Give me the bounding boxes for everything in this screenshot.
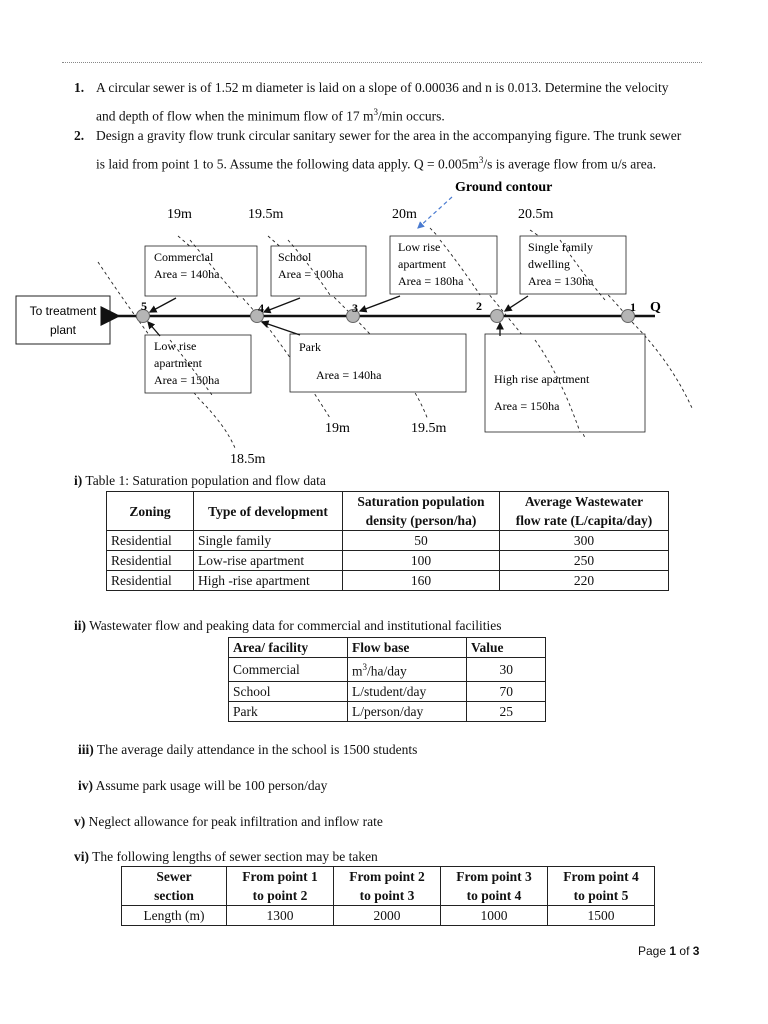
- table-header-row: [229, 638, 546, 658]
- question-line: Design a gravity flow trunk circular sanitary sewer for the area in the accompanying figure. The trunk sewer: [96, 128, 682, 143]
- header-line: to point 3: [359, 888, 415, 903]
- branch-arrow: [360, 296, 400, 311]
- header-line: From point 3: [456, 869, 532, 884]
- ground-contour-label: Ground contour: [455, 180, 553, 195]
- table-cell: 70: [467, 681, 546, 701]
- branch-arrow: [150, 298, 176, 312]
- table-cell: School: [229, 681, 348, 701]
- point-label: 4: [258, 301, 264, 315]
- table-row: [122, 906, 655, 926]
- table-cell: 300: [500, 531, 669, 551]
- section-ii-title: [74, 618, 502, 634]
- table-header: [548, 867, 655, 906]
- header-line: From point 4: [563, 869, 639, 884]
- table-header: [334, 867, 441, 906]
- superscript: 3: [362, 662, 368, 672]
- area-name: dwelling: [528, 257, 570, 271]
- area-name: High rise apartment: [494, 372, 590, 386]
- area-name: Commercial: [154, 250, 214, 264]
- question-text: is laid from point 1 to 5. Assume the following data apply. Q = 0.005m: [96, 156, 479, 172]
- table-cell: 30: [467, 658, 546, 682]
- table-cell: L/student/day: [348, 681, 467, 701]
- header-line: Sewer: [156, 869, 192, 884]
- table-cell: Commercial: [229, 658, 348, 682]
- header-line: to point 5: [573, 888, 629, 903]
- header-line: section: [154, 888, 194, 903]
- table-cell: 250: [500, 551, 669, 571]
- header-line: to point 4: [466, 888, 522, 903]
- area-value: Area = 150ha: [154, 373, 220, 387]
- table-row: [107, 551, 669, 571]
- table-header: Value: [467, 638, 546, 658]
- area-name: apartment: [154, 356, 202, 370]
- header-line: From point 2: [349, 869, 425, 884]
- note-text: Neglect allowance for peak infiltration and inflow rate: [88, 814, 383, 829]
- note-vi: [74, 849, 378, 865]
- note-text: The following lengths of sewer section may be taken: [92, 849, 378, 864]
- area-name: Low rise: [398, 240, 441, 254]
- area-value: Area = 140ha: [154, 267, 220, 281]
- table-sewer-lengths: [121, 866, 655, 926]
- table-cell: 1300: [227, 906, 334, 926]
- table-saturation-population: [106, 491, 669, 591]
- table-header: Type of development: [194, 492, 343, 531]
- table-row: [107, 531, 669, 551]
- table-cell: L/person/day: [348, 701, 467, 721]
- question-1: [74, 76, 84, 100]
- table-cell: 160: [343, 571, 500, 591]
- section-i-title: [74, 473, 326, 489]
- point-label: 3: [352, 301, 358, 315]
- table-header: [122, 867, 227, 906]
- page-word: Page: [638, 944, 667, 958]
- area-name: Park: [299, 340, 321, 354]
- table-cell: Length (m): [122, 906, 227, 926]
- header-line: From point 1: [242, 869, 318, 884]
- point-label: 5: [141, 299, 147, 313]
- note-prefix: iii): [78, 742, 94, 757]
- header-line: Average Wastewater: [524, 494, 644, 509]
- note-text: The average daily attendance in the school is 1500 students: [96, 742, 418, 757]
- note-iii: [78, 742, 417, 758]
- point-label: 2: [476, 299, 482, 313]
- contour-label: 19.5m: [248, 207, 284, 222]
- table-cell: Single family: [194, 531, 343, 551]
- header-line: flow rate (L/capita/day): [515, 513, 653, 528]
- table-cell: Residential: [107, 531, 194, 551]
- table-row: [229, 681, 546, 701]
- section-text: Table 1: Saturation population and flow data: [85, 473, 326, 488]
- table-cell: Residential: [107, 571, 194, 591]
- section-prefix: ii): [74, 618, 86, 633]
- table-cell: High -rise apartment: [194, 571, 343, 591]
- contour-label: 19.5m: [411, 421, 447, 436]
- ground-contour-leader: [418, 197, 452, 228]
- table-header: Area/ facility: [229, 638, 348, 658]
- area-value: Area = 140ha: [316, 368, 382, 382]
- question-text: and depth of flow when the minimum flow of 17 m: [96, 108, 374, 124]
- table-cell: 50: [343, 531, 500, 551]
- section-prefix: i): [74, 473, 83, 488]
- question-1-text: [96, 76, 716, 129]
- table-row: [229, 658, 546, 682]
- area-name: apartment: [398, 257, 446, 271]
- table-cell: 2000: [334, 906, 441, 926]
- table-cell: 1500: [548, 906, 655, 926]
- area-value: Area = 130ha: [528, 274, 594, 288]
- contour-label: 19m: [167, 207, 192, 222]
- section-text: Wastewater flow and peaking data for commercial and institutional facilities: [89, 618, 502, 633]
- superscript: 3: [478, 155, 484, 165]
- page-number: 1: [669, 944, 677, 958]
- cell-text: m: [352, 663, 363, 679]
- question-text: /s is average flow from u/s area.: [483, 156, 657, 172]
- note-prefix: v): [74, 814, 86, 829]
- area-value: Area = 180ha: [398, 274, 464, 288]
- cell-text: /ha/day: [367, 663, 407, 679]
- table-cell: [348, 658, 467, 682]
- area-value: Area = 100ha: [278, 267, 344, 281]
- table-row: [107, 571, 669, 591]
- table-cell: 100: [343, 551, 500, 571]
- branch-arrow: [264, 298, 300, 312]
- note-prefix: iv): [78, 778, 93, 793]
- treatment-plant-label: To treatment: [29, 304, 97, 318]
- question-line: A circular sewer is of 1.52 m diameter is laid on a slope of 0.00036 and n is 0.013. Determine the velocity: [96, 80, 669, 95]
- page-total: 3: [692, 944, 700, 958]
- table-row: [229, 701, 546, 721]
- table-cell: Low-rise apartment: [194, 551, 343, 571]
- header-line: Saturation population: [357, 494, 485, 509]
- table-header: [441, 867, 548, 906]
- table-header: [500, 492, 669, 531]
- note-iv: [78, 778, 327, 794]
- table-header: [343, 492, 500, 531]
- table-cell: 25: [467, 701, 546, 721]
- question-2: [74, 124, 84, 148]
- of-word: of: [679, 944, 690, 958]
- table-header: [227, 867, 334, 906]
- area-value: Area = 150ha: [494, 399, 560, 413]
- branch-arrow: [262, 322, 300, 335]
- branch-arrow: [505, 296, 528, 311]
- branch-arrow: [148, 322, 160, 336]
- point-label: 1: [630, 300, 636, 314]
- area-name: Single family: [528, 240, 593, 254]
- question-number: 1.: [74, 80, 85, 95]
- note-v: [74, 814, 383, 830]
- table-header-row: [122, 867, 655, 906]
- contour-label: 19m: [325, 421, 350, 436]
- table-cell: 220: [500, 571, 669, 591]
- sewer-diagram: [0, 170, 768, 470]
- manhole-2: [491, 310, 504, 323]
- page-footer: [638, 944, 699, 958]
- treatment-plant-label: plant: [49, 323, 77, 337]
- table-cell: Park: [229, 701, 348, 721]
- question-2-text: [96, 124, 716, 177]
- area-name: Low rise: [154, 339, 197, 353]
- header-line: density (person/ha): [365, 513, 477, 528]
- contour-label: 20.5m: [518, 207, 554, 222]
- table-facility-flow: [228, 637, 546, 722]
- top-divider: [62, 62, 702, 63]
- table-header-row: [107, 492, 669, 531]
- question-number: 2.: [74, 128, 85, 143]
- table-header: Flow base: [348, 638, 467, 658]
- table-header: Zoning: [107, 492, 194, 531]
- contour-label: 20m: [392, 207, 417, 222]
- header-line: to point 2: [252, 888, 308, 903]
- superscript: 3: [373, 107, 378, 117]
- table-cell: Residential: [107, 551, 194, 571]
- question-text: /min occurs.: [377, 108, 445, 124]
- table-cell: 1000: [441, 906, 548, 926]
- note-prefix: vi): [74, 849, 89, 864]
- flow-q-label: Q: [650, 300, 661, 315]
- area-name: School: [278, 250, 312, 264]
- note-text: Assume park usage will be 100 person/day: [95, 778, 328, 793]
- contour-label: 18.5m: [230, 452, 266, 467]
